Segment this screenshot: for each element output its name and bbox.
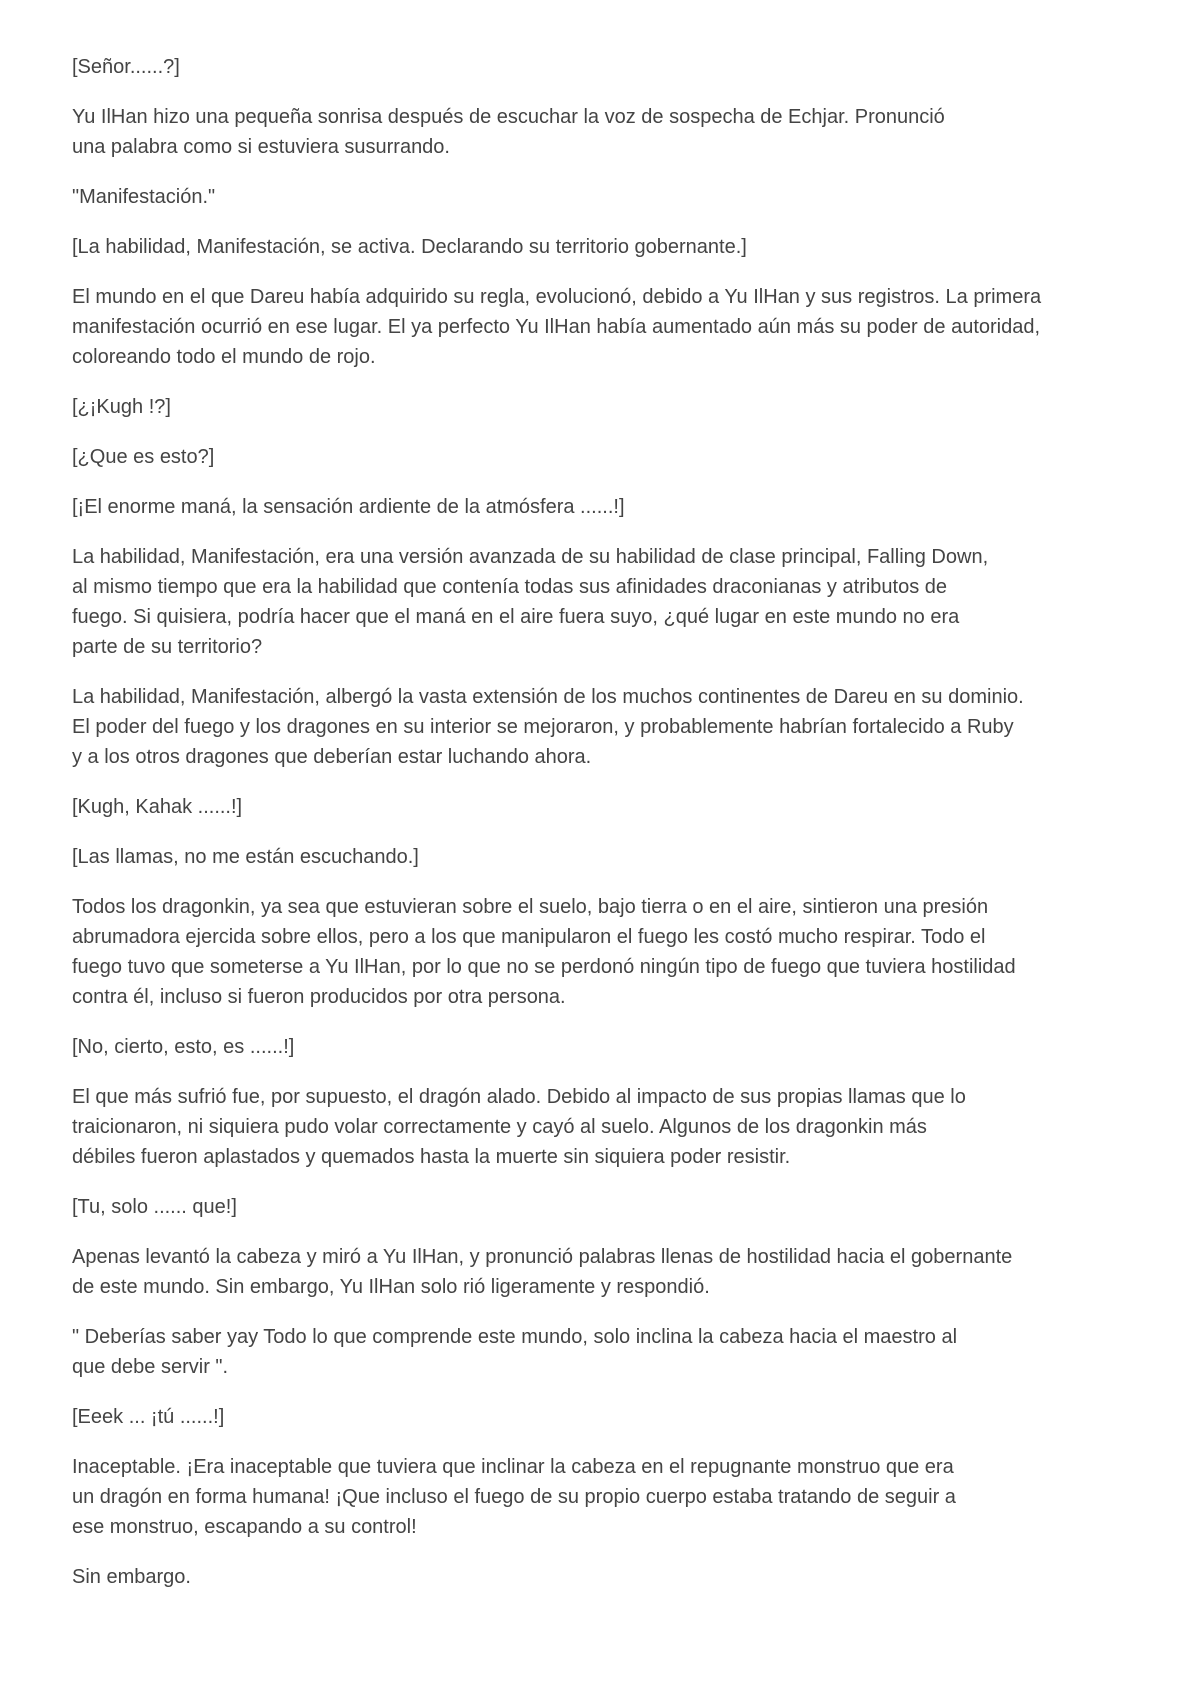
text-line: Todos los dragonkin, ya sea que estuvieran sobre el suelo, bajo tierra o en el aire, sintieron una presión [72, 896, 989, 918]
text-line: al mismo tiempo que era la habilidad que contenía todas sus afinidades draconianas y atributos de [72, 576, 947, 598]
text-line: una palabra como si estuviera susurrando. [72, 136, 450, 158]
paragraph [72, 892, 1127, 1012]
text-line: coloreando todo el mundo de rojo. [72, 346, 376, 368]
text-line: La habilidad, Manifestación, era una versión avanzada de su habilidad de clase principal, Falling Down, [72, 546, 989, 568]
text-line: [Kugh, Kahak ......!] [72, 796, 243, 818]
text-line: [Tu, solo ...... que!] [72, 1196, 237, 1218]
text-line: El poder del fuego y los dragones en su interior se mejoraron, y probablemente habrían fortalecido a Ruby [72, 716, 1014, 738]
text-line: [¿¡Kugh !?] [72, 396, 171, 418]
text-line: ese monstruo, escapando a su control! [72, 1516, 417, 1538]
text-line: Inaceptable. ¡Era inaceptable que tuviera que inclinar la cabeza en el repugnante monstruo que era [72, 1456, 954, 1478]
paragraph [72, 542, 1127, 662]
text-line: contra él, incluso si fueron producidos por otra persona. [72, 986, 566, 1008]
text-line: [No, cierto, esto, es ......!] [72, 1036, 295, 1058]
text-line: [¿Que es esto?] [72, 446, 215, 468]
text-line: y a los otros dragones que deberían estar luchando ahora. [72, 746, 592, 768]
paragraph [72, 1322, 1127, 1382]
text-line: abrumadora ejercida sobre ellos, pero a los que manipularon el fuego les costó mucho respirar. Todo el [72, 926, 986, 948]
text-line: fuego tuvo que someterse a Yu IlHan, por lo que no se perdonó ningún tipo de fuego que tuviera hostilidad [72, 956, 1016, 978]
text-line: [Eeek ... ¡tú ......!] [72, 1406, 225, 1428]
text-line: "Manifestación." [72, 186, 216, 208]
paragraph [72, 1192, 1127, 1222]
text-line: Yu IlHan hizo una pequeña sonrisa después de escuchar la voz de sospecha de Echjar. Pronunció [72, 106, 945, 128]
text-line: [Señor......?] [72, 56, 180, 78]
text-line: fuego. Si quisiera, podría hacer que el maná en el aire fuera suyo, ¿qué lugar en este mundo no era [72, 606, 960, 628]
paragraph [72, 102, 1127, 162]
paragraph [72, 1082, 1127, 1172]
paragraph [72, 492, 1127, 522]
paragraph [72, 682, 1127, 772]
text-line: El que más sufrió fue, por supuesto, el dragón alado. Debido al impacto de sus propias llamas que lo [72, 1086, 966, 1108]
paragraph [72, 392, 1127, 422]
paragraph [72, 1242, 1127, 1302]
text-line: La habilidad, Manifestación, albergó la vasta extensión de los muchos continentes de Dareu en su dominio. [72, 686, 1024, 708]
text-line: traicionaron, ni siquiera pudo volar correctamente y cayó al suelo. Algunos de los dragonkin más [72, 1116, 927, 1138]
text-line: parte de su territorio? [72, 636, 263, 658]
paragraph [72, 842, 1127, 872]
paragraph [72, 52, 1127, 82]
paragraph [72, 792, 1127, 822]
text-line: manifestación ocurrió en ese lugar. El ya perfecto Yu IlHan había aumentado aún más su poder de autoridad, [72, 316, 1041, 338]
text-line: [Las llamas, no me están escuchando.] [72, 846, 419, 868]
paragraph [72, 1562, 1127, 1592]
text-line: que debe servir ". [72, 1356, 229, 1378]
paragraph [72, 1452, 1127, 1542]
paragraph [72, 1402, 1127, 1432]
text-line: [La habilidad, Manifestación, se activa. Declarando su territorio gobernante.] [72, 236, 747, 258]
paragraph [72, 232, 1127, 262]
paragraph [72, 1032, 1127, 1062]
text-line: [¡El enorme maná, la sensación ardiente de la atmósfera ......!] [72, 496, 625, 518]
document-page [72, 52, 1127, 1612]
paragraph [72, 282, 1127, 372]
paragraph [72, 442, 1127, 472]
text-line: Apenas levantó la cabeza y miró a Yu IlHan, y pronunció palabras llenas de hostilidad hacia el gobernante [72, 1246, 1013, 1268]
text-line: El mundo en el que Dareu había adquirido su regla, evolucionó, debido a Yu IlHan y sus registros. La primera [72, 286, 1042, 308]
text-line: un dragón en forma humana! ¡Que incluso el fuego de su propio cuerpo estaba tratando de seguir a [72, 1486, 956, 1508]
text-line: de este mundo. Sin embargo, Yu IlHan solo rió ligeramente y respondió. [72, 1276, 710, 1298]
paragraph [72, 182, 1127, 212]
text-line: " Deberías saber yay Todo lo que comprende este mundo, solo inclina la cabeza hacia el maestro al [72, 1326, 958, 1348]
text-line: débiles fueron aplastados y quemados hasta la muerte sin siquiera poder resistir. [72, 1146, 791, 1168]
text-line: Sin embargo. [72, 1566, 191, 1588]
